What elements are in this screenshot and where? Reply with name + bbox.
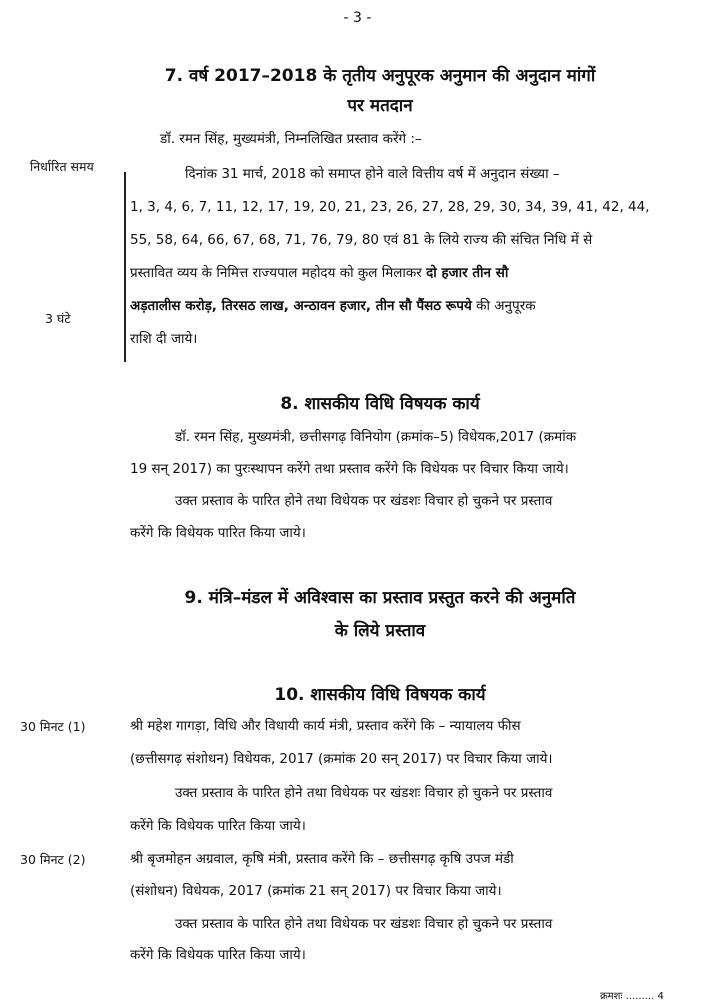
item8-line1: डॉ. रमन सिंह, मुख्यमंत्री, छत्तीसगढ़ विनियोग (क्रमांक–5) विधेयक,2017 (क्रमांक [175, 429, 577, 445]
item10-sub1-line3: उक्त प्रस्ताव के पारित होने तथा विधेयक पर खंडशः विचार हो चुकने पर प्रस्ताव [175, 785, 553, 801]
margin-label-scheduled-time: निर्धारित समय [30, 159, 94, 174]
item10-heading: 10. शासकीय विधि विषयक कार्य [274, 685, 486, 705]
item8-line3: उक्त प्रस्ताव के पारित होने तथा विधेयक पर खंडशः विचार हो चुकने पर प्रस्ताव [175, 493, 553, 509]
item9-heading-line1: 9. मंत्रि–मंडल में अविश्वास का प्रस्ताव प्रस्तुत करने की अनुमति [184, 588, 576, 608]
item7-mover: डॉ. रमन सिंह, मुख्यमंत्री, निम्नलिखित प्रस्ताव करेंगे :– [160, 131, 422, 147]
item8-line2: 19 सन् 2017) का पुरःस्थापन करेंगे तथा प्रस्ताव करेंगे कि विधेयक पर विचार किया जाये। [130, 461, 569, 477]
page-number: - 3 - [343, 10, 372, 26]
continued-footer: क्रमशः ......... 4 [600, 991, 664, 1002]
item7-amount-part2: अड़तालीस करोड़, तिरसठ लाख, अन्ठावन हजार, तीन सौ पैंसठ रूपये [130, 298, 472, 314]
item8-line4: करेंगे कि विधेयक पारित किया जाये। [130, 525, 306, 541]
item7-line3: 55, 58, 64, 66, 67, 68, 71, 76, 79, 80 एवं 81 के लिये राज्य की संचित निधि में से [130, 232, 593, 248]
item7-line5-text: की अनुपूरक [471, 298, 536, 314]
item7-line4 [130, 259, 508, 287]
item10-sub2-line2: (संशोधन) विधेयक, 2017 (क्रमांक 21 सन् 2017) पर विचार किया जाये। [130, 883, 502, 899]
item7-heading-line2: पर मतदान [347, 96, 413, 116]
item7-line6: राशि दी जाये। [130, 331, 198, 347]
item7-line4-text: प्रस्तावित व्यय के निमित्त राज्यपाल महोदय को कुल मिलाकर [130, 265, 427, 281]
item7-heading-line1: 7. वर्ष 2017–2018 के तृतीय अनुपूरक अनुमान की अनुदान मांगों [164, 66, 596, 86]
item10-sub2-margin: 30 मिनट (2) [20, 852, 86, 867]
margin-divider [124, 172, 126, 362]
item7-line5 [130, 292, 536, 320]
margin-time-3-hours: 3 घंटे [45, 311, 71, 326]
item7-line2: 1, 3, 4, 6, 7, 11, 12, 17, 19, 20, 21, 23, 26, 27, 28, 29, 30, 34, 39, 41, 42, 44, [130, 199, 650, 215]
item10-sub1-line4: करेंगे कि विधेयक पारित किया जाये। [130, 818, 306, 834]
item10-sub2-line1: श्री बृजमोहन अग्रवाल, कृषि मंत्री, प्रस्ताव करेंगे कि – छत्तीसगढ़ कृषि उपज मंडी [130, 851, 514, 867]
item10-sub1-margin: 30 मिनट (1) [20, 719, 86, 734]
item9-heading-line2: के लिये प्रस्ताव [334, 621, 426, 641]
item7-amount-part1: दो हजार तीन सौ [426, 265, 509, 281]
item10-sub2-line3: उक्त प्रस्ताव के पारित होने तथा विधेयक पर खंडशः विचार हो चुकने पर प्रस्ताव [175, 916, 553, 932]
item10-sub1-line2: (छत्तीसगढ़ संशोधन) विधेयक, 2017 (क्रमांक 20 सन् 2017) पर विचार किया जाये। [130, 751, 553, 767]
item10-sub1-line1: श्री महेश गागड़ा, विधि और विधायी कार्य मंत्री, प्रस्ताव करेंगे कि – न्यायालय फीस [130, 718, 521, 734]
item10-sub2-line4: करेंगे कि विधेयक पारित किया जाये। [130, 947, 306, 963]
item8-heading: 8. शासकीय विधि विषयक कार्य [280, 394, 480, 414]
item7-line1: दिनांक 31 मार्च, 2018 को समाप्त होने वाले वित्तीय वर्ष में अनुदान संख्या – [185, 166, 560, 182]
